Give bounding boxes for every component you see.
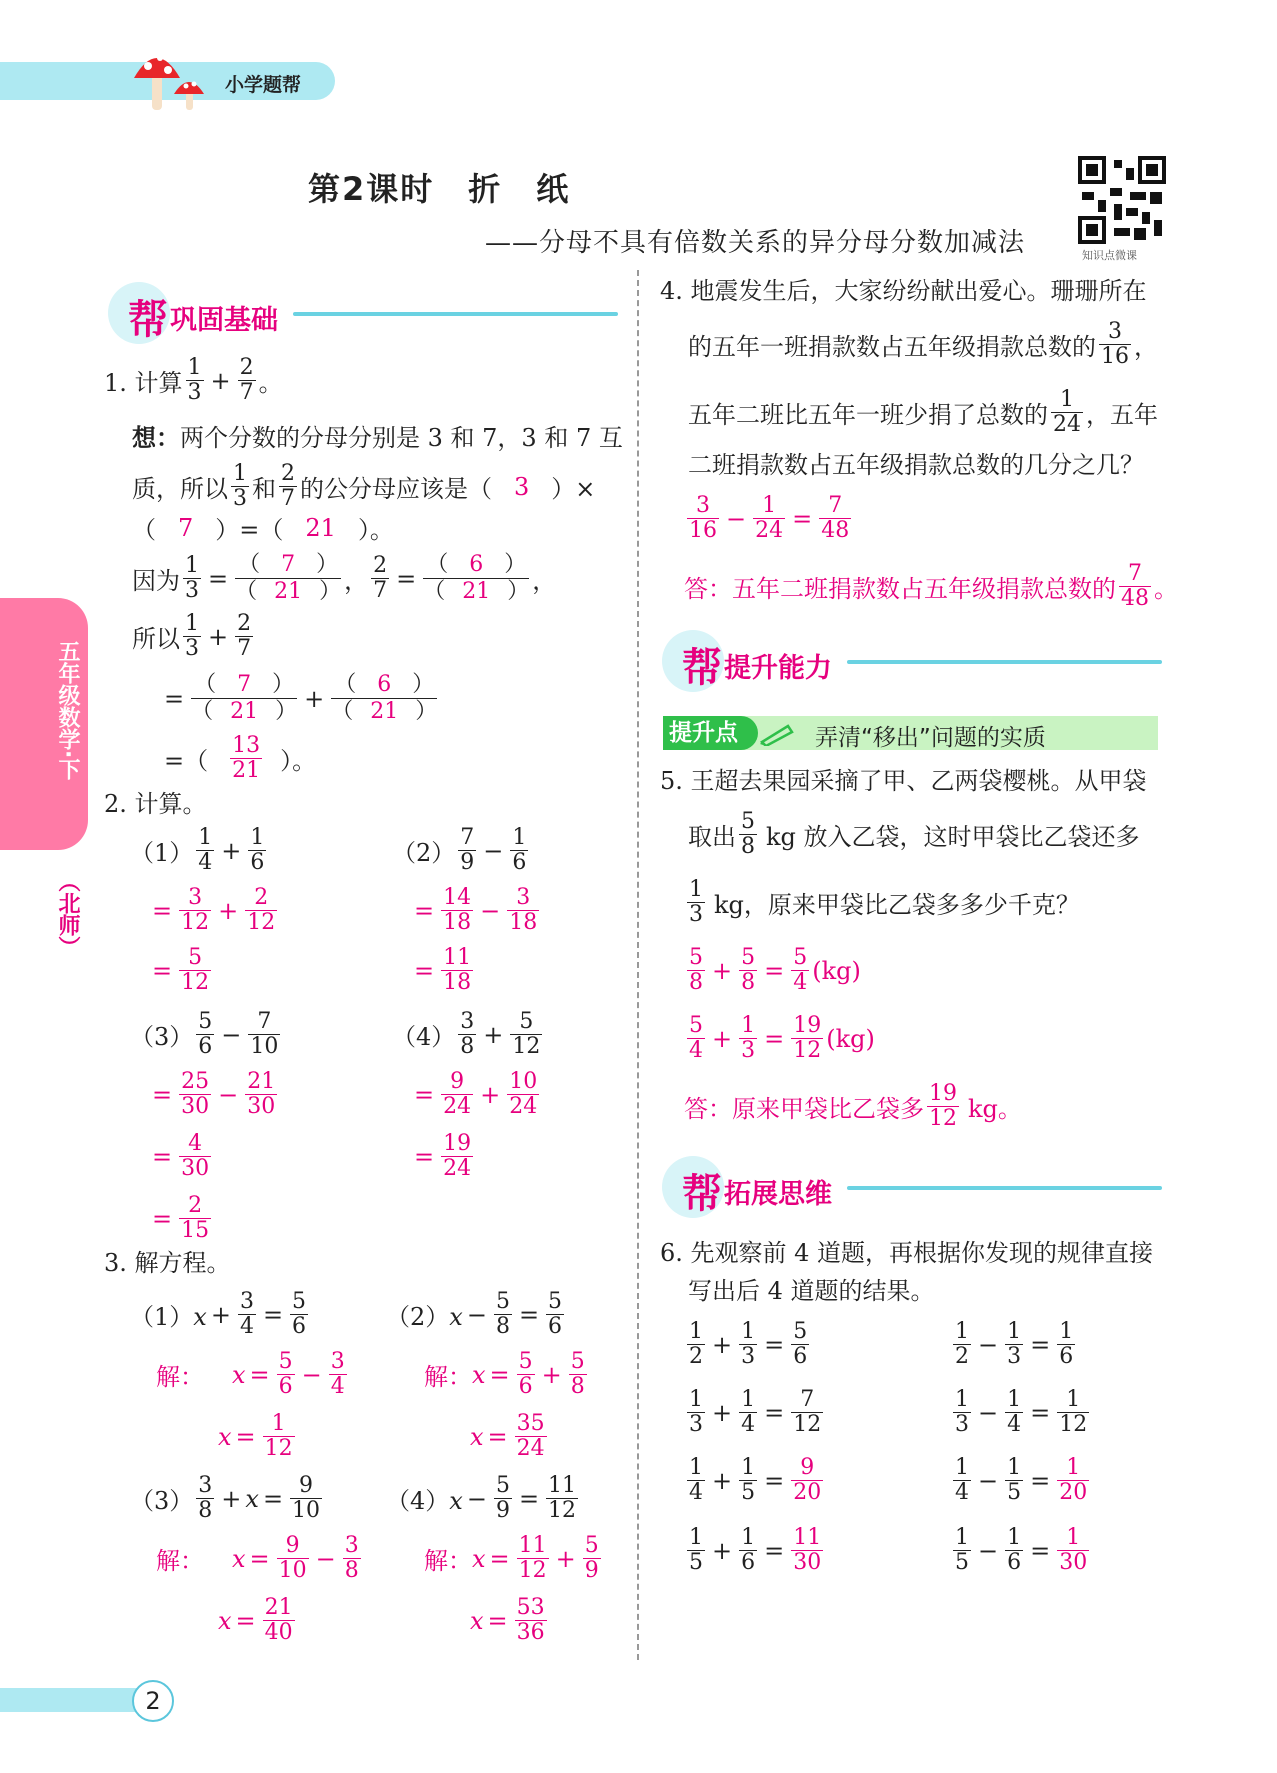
q4-calc: 3 16 − $\frac{1}{24}$ = $\frac{7}{48}$: [689, 493, 850, 543]
q4-line4: 二班捐款数占五年级捐款总数的几分之几？: [688, 451, 1144, 479]
q1-step: = $\frac{( 7 )}{( 21 )}$ + $\frac{( 6 )}{( 21 )}$: [164, 672, 438, 724]
q1-prompt: 1. 计算 1 3 + $\frac{2}{7}$ 。: [104, 355, 283, 405]
page-subtitle: ——分母不具有倍数关系的异分母分数加减法: [485, 228, 1026, 258]
q2-2-step1: = $\frac{14}{18}$ − $\frac{3}{18}$: [414, 885, 538, 935]
q6-add-1: 1 2 + $\frac{1}{3}$ = $\frac{5}{6}$: [689, 1319, 808, 1369]
pencil-icon: [758, 720, 798, 746]
q6-add-3: 1 4 + $\frac{1}{5}$ = $\frac{9}{20}$: [689, 1455, 822, 1505]
q2-2-step2: = $\frac{11}{18}$: [414, 945, 472, 995]
q3-1-step2: x = $\frac{1}{12}$: [218, 1411, 293, 1461]
q3-2-step2: x = $\frac{35}{24}$: [470, 1411, 545, 1461]
q1-so: 所以 1 3 + $\frac{2}{7}$: [132, 611, 252, 661]
q5-calc2: 5 4 + $\frac{1}{3}$ = $\frac{19}{12}$ (kg): [689, 1013, 875, 1063]
q2-1-problem: （1） 1 4 + $\frac{1}{6}$: [130, 825, 265, 875]
q4-line2: 的五年一班捐款数占五年级捐款总数的 3 16 ，: [688, 319, 1158, 369]
q2-3-step3: = $\frac{2}{15}$: [152, 1193, 210, 1243]
q5-line1: 5. 王超去果园采摘了甲、乙两袋樱桃。从甲袋: [660, 767, 1147, 795]
qr-code-icon[interactable]: [1078, 156, 1166, 244]
q6-line1: 6. 先观察前 4 道题，再根据你发现的规律直接: [660, 1239, 1154, 1267]
q3-4-step1: 解： x = $\frac{11}{12}$ + $\frac{5}{9}$: [424, 1533, 599, 1583]
tisheng-text: 弄清“移出”问题的实质: [815, 725, 1046, 751]
q1-think-line2: 质，所以 1 3 和 2 7 的公分母应该是（ 3 ）×: [132, 461, 596, 511]
q2-1-step1: = $\frac{3}{12}$ + $\frac{2}{12}$: [152, 885, 276, 935]
q3-3-problem: （3） 3 8 + x = $\frac{9}{10}$: [130, 1473, 321, 1523]
q6-add-4: 1 5 + $\frac{1}{6}$ = $\frac{11}{30}$: [689, 1525, 822, 1575]
side-tab-edition: （北师）: [55, 870, 80, 958]
q6-line2: 写出后 4 道题的结果。: [688, 1277, 935, 1305]
q1-think-line3: （ 7 ）=（ 21 ）。: [132, 513, 394, 544]
section-basic-header: 帮 巩固基础: [108, 282, 618, 346]
q2-3-step2: = $\frac{4}{30}$: [152, 1131, 210, 1181]
q4-line1: 4. 地震发生后，大家纷纷献出爱心。珊珊所在: [660, 277, 1147, 305]
side-tab-label: 五年级数学·下: [55, 640, 80, 781]
section-expand-header: 帮 拓展思维: [662, 1156, 1162, 1220]
q3-3-step2: x = $\frac{21}{40}$: [218, 1595, 293, 1645]
q3-1-problem: （1）x + $\frac{3}{4}$ = $\frac{5}{6}$: [130, 1289, 307, 1339]
tisheng-tag: 提升点: [663, 716, 758, 750]
q1-result: =（ 13 21 ）。: [164, 733, 317, 783]
section-improve-header: 帮 提升能力: [662, 630, 1162, 694]
section-basic-title: 巩固基础: [170, 305, 278, 336]
q6-sub-4: 1 5 − $\frac{1}{6}$ = $\frac{1}{30}$: [955, 1525, 1088, 1575]
q6-sub-3: 1 4 − $\frac{1}{5}$ = $\frac{1}{20}$: [955, 1455, 1088, 1505]
column-divider: [637, 270, 639, 1660]
q4-line3: 五年二班比五年一班少捐了总数的 1 24 ，五年: [688, 387, 1158, 437]
q2-3-problem: （3） 5 6 − $\frac{7}{10}$: [130, 1009, 279, 1059]
q5-calc1: 5 8 + $\frac{5}{8}$ = $\frac{5}{4}$ (kg): [689, 945, 861, 995]
q3-4-step2: x = $\frac{53}{36}$: [470, 1595, 545, 1645]
q2-label: 2. 计算。: [104, 790, 207, 818]
q6-sub-1: 1 2 − $\frac{1}{3}$ = $\frac{1}{6}$: [955, 1319, 1074, 1369]
q2-4-step1: = $\frac{9}{24}$ + $\frac{10}{24}$: [414, 1069, 538, 1119]
q2-4-step2: = $\frac{19}{24}$: [414, 1131, 472, 1181]
section-improve-title: 提升能力: [724, 653, 832, 684]
q2-1-step2: = $\frac{5}{12}$: [152, 945, 210, 995]
qr-caption: 知识点微课: [1082, 249, 1137, 262]
brand-label: 小学题帮: [225, 74, 302, 96]
q2-4-problem: （4） 3 8 + $\frac{5}{12}$: [392, 1009, 541, 1059]
q6-sub-2: 1 3 − $\frac{1}{4}$ = $\frac{1}{12}$: [955, 1387, 1088, 1437]
q3-2-problem: （2）x − $\frac{5}{8}$ = $\frac{5}{6}$: [386, 1289, 563, 1339]
q1-think-line1: 想： 两个分数的分母分别是 3 和 7，3 和 7 互: [132, 423, 623, 452]
q2-3-step1: = $\frac{25}{30}$ − $\frac{21}{30}$: [152, 1069, 276, 1119]
q3-3-step1: 解： x = $\frac{9}{10}$ − $\frac{3}{8}$: [156, 1533, 359, 1583]
q5-line2: 取出 5 8 kg 放入乙袋，这时甲袋比乙袋还多: [688, 809, 1140, 859]
q1-because: 因为 $\frac{1}{3}$ = $\frac{( 7 )}{( 21 )}$ ， $\frac{2}{7}$ = $\frac{( 6 )}{( 21 )}$ ，: [132, 552, 557, 604]
q3-label: 3. 解方程。: [104, 1249, 231, 1277]
mushroom-icon: [130, 44, 210, 114]
page-number: 2: [132, 1680, 174, 1722]
page-title: 第2课时 折 纸: [308, 170, 571, 208]
section-expand-title: 拓展思维: [724, 1179, 832, 1210]
q3-1-step1: 解： x = $\frac{5}{6}$ − $\frac{3}{4}$: [156, 1349, 345, 1399]
q5-answer: 答：原来甲袋比乙袋多 19 12 kg。: [684, 1081, 1022, 1131]
q6-add-2: 1 3 + $\frac{1}{4}$ = $\frac{7}{12}$: [689, 1387, 822, 1437]
q4-answer: 答：五年二班捐款数占五年级捐款总数的 7 48 。: [684, 561, 1178, 611]
q3-2-step1: 解： x = $\frac{5}{6}$ + $\frac{5}{8}$: [424, 1349, 585, 1399]
q2-2-problem: （2） 7 9 − $\frac{1}{6}$: [392, 825, 527, 875]
q3-4-problem: （4）x − $\frac{5}{9}$ = $\frac{11}{12}$: [386, 1473, 577, 1523]
q5-line3: 1 3 kg，原来甲袋比乙袋多多少千克？: [689, 877, 1080, 927]
